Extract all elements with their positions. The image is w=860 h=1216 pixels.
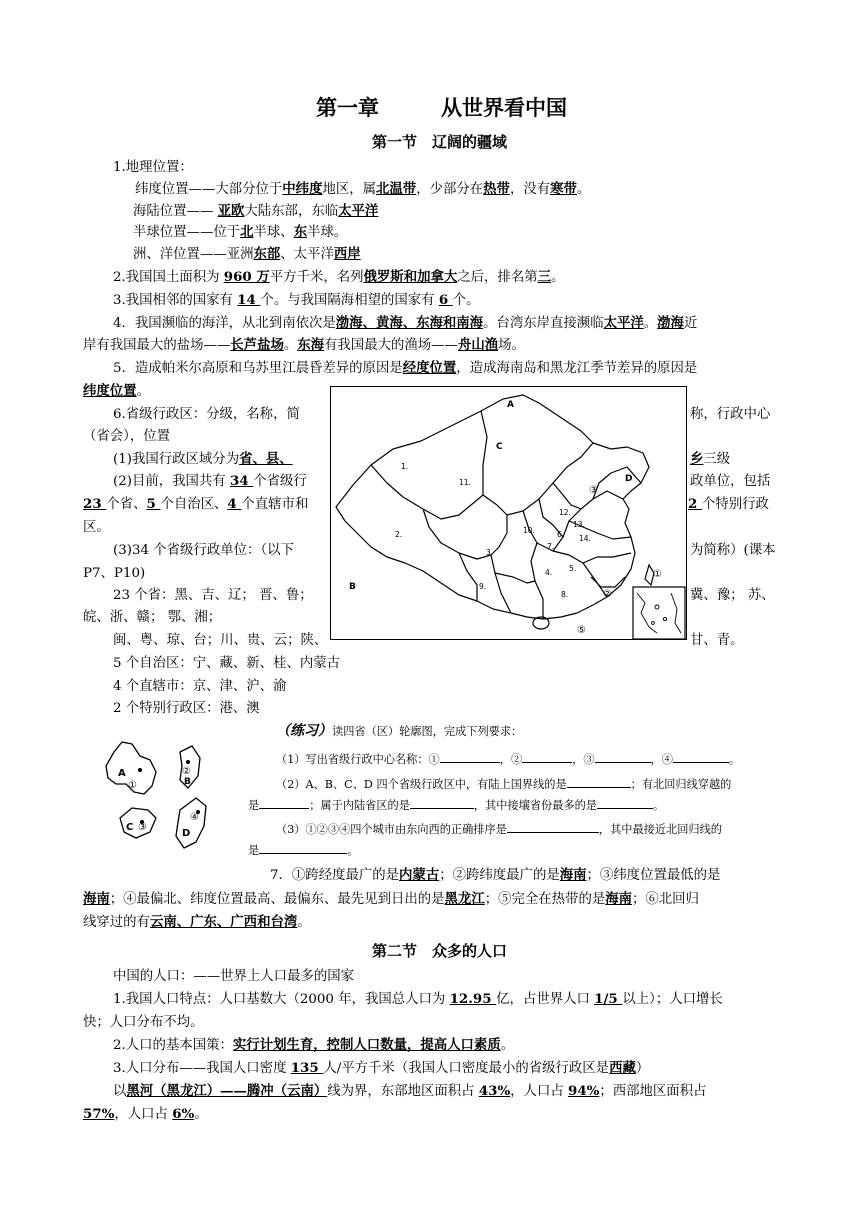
map-label-10: 10.: [523, 526, 535, 535]
para-7c: 线穿过的有云南、广东、广西和台湾。: [83, 914, 311, 930]
s2-para-3: 3.人口分布——我国人口密度 135 人/平方千米（我国人口密度最小的省级行政区是西藏）: [113, 1060, 650, 1076]
exercise-header: （练习）读四省（区）轮廓图，完成下列要求：: [276, 723, 523, 739]
chapter-title: [316, 92, 567, 122]
para-6-l9b: 冀、豫； 苏、: [690, 588, 775, 603]
s2-para-0: 中国的人口：——世界上人口最多的国家: [113, 969, 355, 984]
map-label-b: B: [349, 582, 356, 592]
prov-label-c2: ②: [182, 766, 191, 777]
prov-label-d: D: [182, 828, 191, 839]
para-6-l4b: 政单位，包括: [690, 474, 771, 489]
para-4b: 岸有我国最大的盐场——长芦盐场。东海有我国最大的渔场——舟山渔场。: [83, 337, 525, 353]
para-5b: 纬度位置。: [83, 383, 150, 399]
para-6-l10: 皖、浙、赣； 鄂、湘；: [83, 610, 222, 625]
para-6-l13: 4 个直辖市：京、津、沪、渝: [113, 679, 287, 694]
para-1: 1.地理位置：: [113, 160, 193, 175]
four-province-outlines: [100, 736, 212, 854]
map-label-9: 9.: [479, 582, 487, 591]
chapter-name: 从世界看中国: [441, 96, 567, 120]
para-6-l9a: 23 个省：黑、吉、辽； 晋、鲁；: [113, 588, 313, 603]
latitude-line: 纬度位置——大部分位于中纬度地区，属北温带，少部分在热带，没有寒带。: [135, 181, 591, 197]
map-label-7: 7.: [547, 542, 555, 551]
para-6-l14: 2 个特别行政区：港、澳: [113, 701, 260, 716]
para-6-l11a: 闽、粤、琼、台；川、贵、云；陕、: [113, 633, 328, 648]
province-outline-svg: [100, 736, 212, 854]
sea-land-line: 海陆位置—— 亚欧大陆东部，东临太平洋: [133, 203, 379, 219]
para-6-l1a: 6.省级行政区：分级，名称，简: [113, 407, 300, 422]
section1-title: 第一节 辽阔的疆域: [372, 133, 508, 151]
prov-label-a: A: [118, 768, 126, 779]
para-6-l12: 5 个自治区：宁、藏、新、桂、内蒙古: [113, 656, 341, 671]
map-label-circle1: ①: [653, 569, 662, 580]
map-label-1: 1.: [401, 462, 409, 471]
map-label-3: 3.: [486, 548, 494, 557]
china-map-svg: [331, 387, 686, 639]
exercise-q2b: 是 ；属于内陆省区的是 ，其中接壤省份最多的是 。: [248, 796, 664, 813]
china-province-map: [330, 386, 687, 640]
map-label-2: 2.: [395, 530, 403, 539]
para-6-l3a: (1)我国行政区域分为省、县、: [113, 451, 293, 467]
para-7a: 7．①跨经度最广的是内蒙古；②跨纬度最广的是海南；③纬度位置最低的是: [270, 867, 721, 883]
section2-title: 第二节 众多的人口: [372, 942, 508, 960]
map-label-14: 14.: [579, 534, 591, 543]
prov-label-c: C: [126, 822, 134, 833]
para-6-l8: P7、P10): [83, 566, 146, 581]
para-5a: 5．造成帕米尔高原和乌苏里江晨昏差异的原因是经度位置，造成海南岛和黑龙江季节差异的原因是: [113, 360, 698, 376]
hemisphere-line: 半球位置——位于北半球、东半球。: [133, 224, 348, 240]
continent-line: 洲、洋位置——亚洲东部、太平洋西岸: [133, 246, 361, 262]
para-6-l2: （省会），位置: [83, 429, 171, 444]
map-label-5: 5.: [569, 564, 577, 573]
exercise-q3a: （3）①②③④四个城市由东向西的正确排序是 ，其中最接近北回归线的: [276, 820, 722, 837]
para-6-l6: 区。: [83, 520, 110, 535]
para-6-l7b: 为简称）(课本: [690, 543, 776, 558]
map-label-circle5: ⑤: [577, 625, 586, 636]
para-6-l5b: 2 个特别行政: [688, 496, 769, 512]
s2-para-1b: 快；人口分布不均。: [83, 1015, 204, 1030]
prov-label-b: B: [184, 777, 191, 787]
map-label-4: 4.: [545, 568, 553, 577]
para-3: 3.我国相邻的国家有 14 个。与我国隔海相望的国家有 6 个。: [113, 292, 480, 308]
prov-label-c4: ④: [190, 812, 199, 823]
s2-para-4a: 以黑河（黑龙江）——腾冲（云南）线为界，东部地区面积占 43%，人口占 94%；西部地区面积占: [113, 1083, 707, 1099]
para-6-l7a: (3)34 个省级行政单位：（以下: [113, 543, 294, 558]
exercise-q3b: 是 。: [248, 841, 358, 858]
para-7b: 海南；④最偏北、纬度位置最高、最偏东、最先见到日出的是黑龙江；⑤完全在热带的是海南；⑥北回归: [83, 891, 699, 907]
exercise-q1: （1）写出省级行政中心名称：① ，② ，③ ，④ 。: [276, 750, 740, 767]
para-6-l1b: 称，行政中心: [690, 407, 771, 422]
map-label-a: A: [507, 400, 514, 410]
chapter-number: 第一章: [316, 96, 379, 120]
para-6-l5a: 23 个省、5 个自治区、4 个直辖市和: [83, 496, 309, 512]
exercise-q2a: （2）A、B、C、D 四个省级行政区中，有陆上国界线的是 ；有北回归线穿越的: [276, 775, 731, 792]
city-dot-1: [138, 768, 142, 772]
s2-para-2: 2.人口的基本国策：实行计划生育，控制人口数量，提高人口素质。: [113, 1037, 515, 1053]
para-6-l11b: 甘、青。: [690, 633, 744, 648]
para-6-l4a: (2)目前，我国共有 34 个省级行: [113, 473, 307, 489]
para-6-l3b: 乡三级: [690, 451, 731, 467]
para-4a: 4．我国濒临的海洋，从北到南依次是渤海、黄海、东海和南海。台湾东岸直接濒临太平洋。渤海近: [113, 315, 698, 331]
map-label-c: C: [496, 442, 503, 452]
map-label-6: 6.: [557, 530, 565, 539]
map-label-circle2: ②: [603, 589, 612, 600]
map-label-d: D: [625, 474, 633, 484]
map-label-11: 11.: [459, 478, 471, 487]
s2-para-1a: 1.我国人口特点：人口基数大（2000 年，我国总人口为 12.95 亿，占世界人口 1/5 以上）；人口增长: [113, 991, 723, 1007]
prov-label-c3: ③: [138, 822, 147, 833]
map-label-13: 13.: [573, 520, 585, 529]
province-d-outline: [176, 798, 206, 848]
para-2: 2.我国国土面积为 960 万平方千米，名列俄罗斯和加拿大之后，排名第三。: [113, 269, 565, 285]
map-label-8: 8.: [561, 590, 569, 599]
s2-para-4b: 57%，人口占 6%。: [83, 1106, 208, 1122]
map-label-12: 12.: [559, 508, 571, 517]
prov-label-c1: ①: [128, 780, 137, 791]
map-label-circle3: ③: [589, 485, 598, 496]
city-dot-2: [186, 760, 190, 764]
